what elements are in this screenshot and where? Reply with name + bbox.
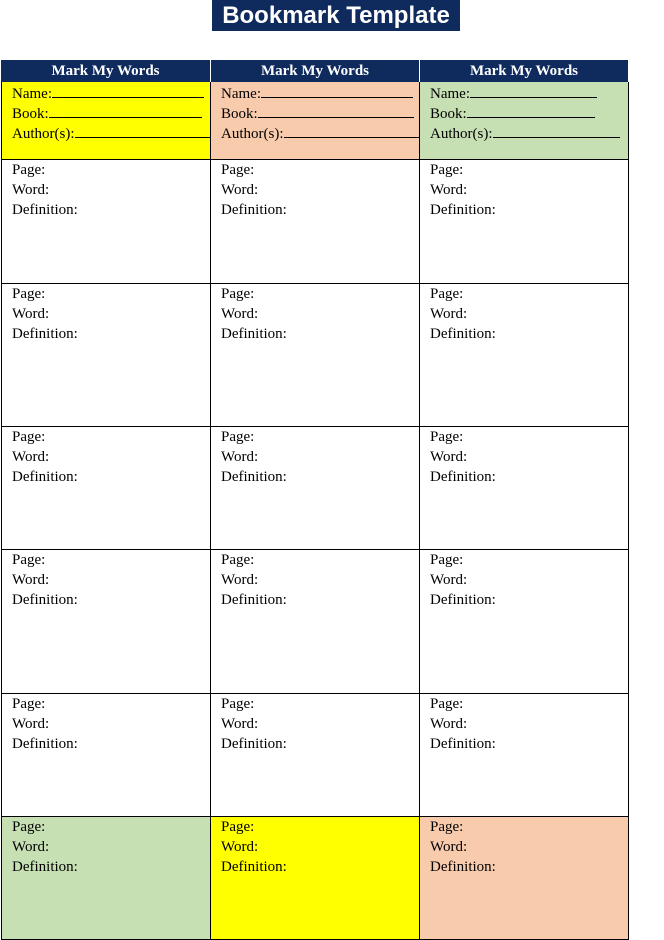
- word-label: Word:: [430, 572, 468, 588]
- column-header: Mark My Words: [1, 60, 211, 82]
- book-blank-line[interactable]: [258, 103, 414, 118]
- definition-label: Definition:: [221, 326, 287, 342]
- word-entry-cell: [211, 694, 420, 817]
- page-label: Page:: [430, 162, 464, 178]
- word-label: Word:: [12, 572, 50, 588]
- book-label: Book:: [221, 106, 258, 122]
- bookmark-grid: [1, 60, 629, 940]
- word-label: Word:: [430, 716, 468, 732]
- definition-label: Definition:: [221, 736, 287, 752]
- word-entry-cell: [211, 550, 420, 694]
- page-label: Page:: [221, 429, 255, 445]
- page-label: Page:: [221, 819, 255, 835]
- definition-label: Definition:: [430, 859, 496, 875]
- book-blank-line[interactable]: [467, 103, 595, 118]
- info-authors-line: [12, 123, 231, 144]
- word-label: Word:: [221, 449, 259, 465]
- word-entry-cell: [211, 284, 420, 427]
- authors-label: Author(s):: [12, 126, 75, 142]
- definition-label: Definition:: [430, 592, 496, 608]
- word-label: Word:: [430, 306, 468, 322]
- word-entry-cell: [420, 817, 629, 940]
- definition-label: Definition:: [430, 326, 496, 342]
- word-label: Word:: [12, 716, 50, 732]
- name-label: Name:: [430, 86, 470, 102]
- word-label: Word:: [12, 449, 50, 465]
- name-blank-line[interactable]: [52, 83, 204, 98]
- definition-label: Definition:: [12, 202, 78, 218]
- name-blank-line[interactable]: [470, 83, 597, 98]
- authors-blank-line[interactable]: [284, 123, 436, 138]
- page-label: Page:: [12, 696, 46, 712]
- word-entry-cell: [211, 160, 420, 284]
- page-label: Page:: [430, 286, 464, 302]
- definition-label: Definition:: [430, 736, 496, 752]
- word-label: Word:: [12, 182, 50, 198]
- name-blank-line[interactable]: [261, 83, 413, 98]
- info-name-line: [430, 83, 597, 104]
- book-label: Book:: [430, 106, 467, 122]
- definition-label: Definition:: [221, 202, 287, 218]
- definition-label: Definition:: [221, 469, 287, 485]
- word-entry-cell: [420, 160, 629, 284]
- column-header: Mark My Words: [211, 60, 420, 82]
- info-cell: [420, 82, 629, 160]
- word-entry-cell: [420, 284, 629, 427]
- word-label: Word:: [12, 306, 50, 322]
- column-header: Mark My Words: [420, 60, 629, 82]
- definition-label: Definition:: [12, 859, 78, 875]
- authors-label: Author(s):: [221, 126, 284, 142]
- word-entry-cell: [1, 160, 211, 284]
- definition-label: Definition:: [221, 592, 287, 608]
- word-entry-cell: [211, 817, 420, 940]
- word-entry-cell: [211, 427, 420, 550]
- info-name-line: [12, 83, 204, 104]
- word-label: Word:: [12, 839, 50, 855]
- page-label: Page:: [430, 819, 464, 835]
- page-label: Page:: [12, 429, 46, 445]
- definition-label: Definition:: [430, 202, 496, 218]
- definition-label: Definition:: [12, 326, 78, 342]
- info-book-line: [12, 103, 202, 124]
- word-entry-cell: [420, 550, 629, 694]
- info-name-line: [221, 83, 413, 104]
- word-label: Word:: [221, 716, 259, 732]
- info-cell: [1, 82, 211, 160]
- book-blank-line[interactable]: [49, 103, 202, 118]
- page-label: Page:: [221, 696, 255, 712]
- page-label: Page:: [221, 162, 255, 178]
- definition-label: Definition:: [12, 736, 78, 752]
- word-label: Word:: [221, 182, 259, 198]
- info-book-line: [221, 103, 414, 124]
- word-label: Word:: [430, 839, 468, 855]
- page-label: Page:: [430, 429, 464, 445]
- word-entry-cell: [1, 284, 211, 427]
- definition-label: Definition:: [12, 469, 78, 485]
- info-authors-line: [221, 123, 436, 144]
- name-label: Name:: [12, 86, 52, 102]
- page-label: Page:: [12, 819, 46, 835]
- word-entry-cell: [1, 817, 211, 940]
- word-label: Word:: [221, 839, 259, 855]
- word-label: Word:: [221, 572, 259, 588]
- page-label: Page:: [430, 696, 464, 712]
- definition-label: Definition:: [430, 469, 496, 485]
- word-label: Word:: [221, 306, 259, 322]
- word-label: Word:: [430, 182, 468, 198]
- word-entry-cell: [420, 694, 629, 817]
- info-cell: [211, 82, 420, 160]
- name-label: Name:: [221, 86, 261, 102]
- page-label: Page:: [12, 286, 46, 302]
- page-label: Page:: [430, 552, 464, 568]
- page-label: Page:: [12, 162, 46, 178]
- info-authors-line: [430, 123, 620, 144]
- definition-label: Definition:: [12, 592, 78, 608]
- word-label: Word:: [430, 449, 468, 465]
- authors-blank-line[interactable]: [75, 123, 231, 138]
- page-title: Bookmark Template: [212, 0, 460, 31]
- info-book-line: [430, 103, 595, 124]
- authors-label: Author(s):: [430, 126, 493, 142]
- word-entry-cell: [420, 427, 629, 550]
- word-entry-cell: [1, 694, 211, 817]
- definition-label: Definition:: [221, 859, 287, 875]
- page-label: Page:: [221, 552, 255, 568]
- page-label: Page:: [12, 552, 46, 568]
- word-entry-cell: [1, 550, 211, 694]
- book-label: Book:: [12, 106, 49, 122]
- authors-blank-line[interactable]: [493, 123, 620, 138]
- word-entry-cell: [1, 427, 211, 550]
- page-label: Page:: [221, 286, 255, 302]
